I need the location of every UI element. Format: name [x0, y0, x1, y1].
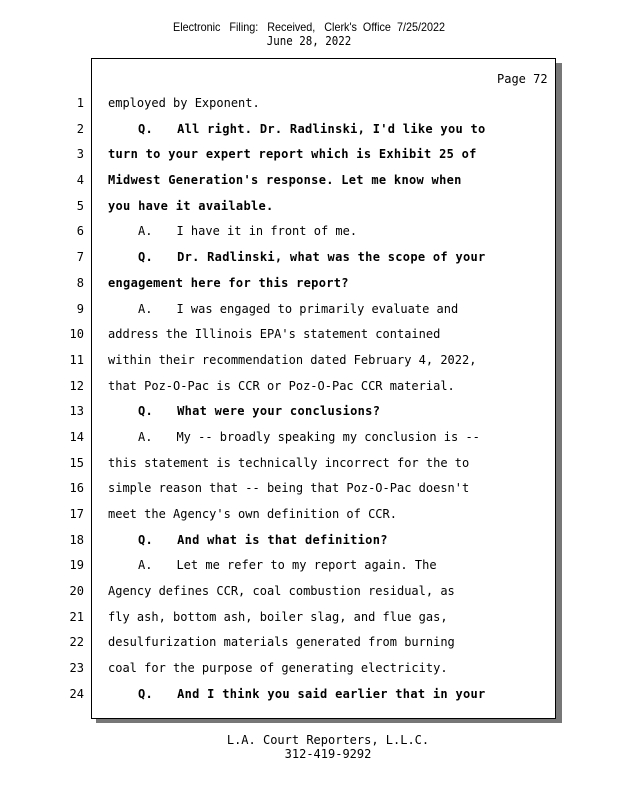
transcript-date: June 28, 2022: [266, 34, 352, 48]
line-text: And I think you said earlier that in your: [177, 686, 486, 701]
line-text: employed by Exponent.: [108, 96, 260, 110]
transcript-line: [108, 325, 548, 351]
line-number: 23: [69, 661, 84, 676]
reporter-footer: [0, 733, 618, 761]
transcript-line: [108, 222, 548, 248]
transcript-line: [108, 479, 548, 505]
line-number-column: [60, 94, 84, 711]
transcript-line: [108, 300, 548, 326]
line-text: desulfurization materials generated from burning: [108, 635, 455, 650]
line-number: 16: [69, 481, 84, 496]
speaker-label: Q.: [138, 404, 154, 419]
transcript-line: [108, 274, 548, 300]
transcript-line: [108, 120, 548, 146]
line-text: Let me refer to my report again. The: [176, 558, 437, 573]
line-text: fly ash, bottom ash, boiler slag, and flue gas,: [108, 609, 448, 624]
speaker-label: A.: [138, 429, 153, 444]
transcript-line: [108, 351, 548, 377]
speaker-label: Q.: [138, 121, 154, 136]
transcript-line: [108, 633, 548, 659]
page-number: Page 72: [497, 72, 548, 86]
line-number: 1: [76, 96, 84, 110]
line-text: that Poz-O-Pac is CCR or Poz-O-Pac CCR material.: [108, 378, 455, 393]
speaker-label: A.: [138, 558, 153, 573]
line-number: 24: [69, 686, 84, 701]
transcript-line: [108, 145, 548, 171]
line-number: 4: [76, 173, 84, 188]
line-text: you have it available.: [108, 198, 274, 213]
line-number: 19: [69, 558, 84, 573]
filing-stamp: [31, 20, 587, 48]
speaker-label: Q.: [138, 250, 154, 265]
transcript-line: [108, 248, 548, 274]
line-number: 12: [69, 378, 84, 393]
line-number: 3: [76, 147, 84, 162]
speaker-label: A.: [138, 224, 153, 239]
line-number: 15: [69, 455, 84, 470]
line-number: 21: [69, 609, 84, 624]
line-number: 10: [69, 327, 84, 342]
line-text: What were your conclusions?: [177, 404, 381, 419]
transcript-line: [108, 197, 548, 223]
line-text: within their recommendation dated February 4, 2022,: [108, 352, 477, 367]
filing-stamp-text: Electronic Filing: Received, Clerk's Office 7/25/2022: [173, 20, 445, 34]
line-text: this statement is technically incorrect for the to: [108, 455, 470, 470]
line-text: Dr. Radlinski, what was the scope of your: [177, 250, 486, 265]
line-text: And what is that definition?: [177, 532, 388, 547]
line-number: 20: [69, 584, 84, 599]
line-number: 7: [76, 250, 84, 265]
transcript-line: [108, 402, 548, 428]
line-number: 2: [76, 121, 84, 136]
line-text: Midwest Generation's response. Let me know when: [108, 173, 462, 188]
court-reporter-name: L.A. Court Reporters, L.L.C.: [226, 733, 430, 747]
transcript-line: [108, 582, 548, 608]
transcript-line: [108, 531, 548, 557]
transcript-line: [108, 556, 548, 582]
line-number: 18: [69, 532, 84, 547]
line-text: Agency defines CCR, coal combustion residual, as: [108, 584, 455, 599]
transcript-line: [108, 171, 548, 197]
transcript-line: [108, 428, 548, 454]
transcript-line: [108, 685, 548, 711]
line-text: All right. Dr. Radlinski, I'd like you to: [177, 121, 486, 136]
line-number: 9: [76, 301, 84, 316]
line-number: 14: [69, 429, 84, 444]
line-number: 11: [69, 352, 84, 367]
line-text: engagement here for this report?: [108, 275, 349, 290]
transcript-line: [108, 659, 548, 685]
transcript-line: [108, 94, 548, 120]
transcript-line: [108, 454, 548, 480]
line-text: turn to your expert report which is Exhibit 25 of: [108, 147, 477, 162]
transcript-line: [108, 505, 548, 531]
line-text: I was engaged to primarily evaluate and: [176, 301, 459, 316]
line-number: 22: [69, 635, 84, 650]
court-reporter-phone: 312-419-9292: [284, 747, 372, 761]
line-text: My -- broadly speaking my conclusion is --: [176, 429, 480, 444]
transcript-line: [108, 608, 548, 634]
speaker-label: Q.: [138, 532, 154, 547]
line-text: address the Illinois EPA's statement contained: [108, 327, 441, 342]
line-text: I have it in front of me.: [176, 224, 358, 239]
line-number: 13: [69, 404, 84, 419]
line-number: 6: [76, 224, 84, 239]
speaker-label: Q.: [138, 686, 154, 701]
speaker-label: A.: [138, 301, 153, 316]
transcript-line: [108, 377, 548, 403]
line-number: 17: [69, 507, 84, 521]
line-text: simple reason that -- being that Poz-O-Pac doesn't: [108, 481, 470, 496]
transcript-body: [108, 94, 548, 711]
line-number: 8: [76, 275, 84, 290]
line-text: meet the Agency's own definition of CCR.: [108, 507, 397, 521]
line-text: coal for the purpose of generating electricity.: [108, 661, 448, 676]
line-number: 5: [76, 198, 84, 213]
